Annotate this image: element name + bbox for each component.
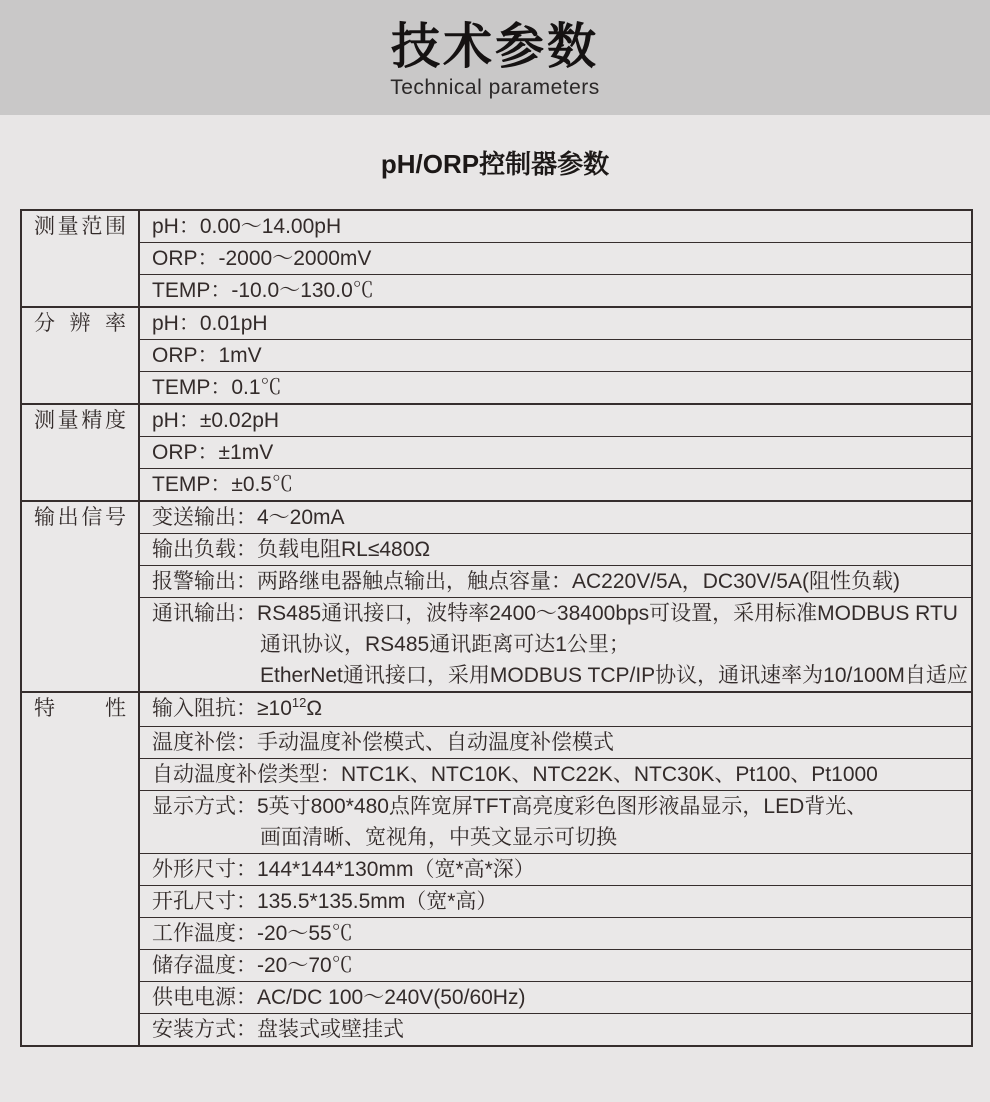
- spec-cell: [140, 371, 971, 403]
- spec-line: TEMP：-10.0～130.0℃: [152, 279, 374, 302]
- table-group-features: [22, 691, 971, 1045]
- spec-line: 显示方式：5英寸800*480点阵宽屏TFT高亮度彩色图形液晶显示，LED背光、: [152, 795, 868, 818]
- row-header-label: 测量范围: [34, 215, 126, 238]
- spec-line: 外形尺寸：144*144*130mm（宽*高*深）: [152, 858, 535, 881]
- spec-line: 温度补偿：手动温度补偿模式、自动温度补偿模式: [152, 731, 614, 754]
- spec-line: 通讯输出：RS485通讯接口，波特率2400～38400bps可设置，采用标准MODBUS RTU: [152, 602, 958, 625]
- group-items: [140, 308, 971, 403]
- page-title: 技术参数: [390, 19, 599, 74]
- row-header: [22, 308, 140, 403]
- spec-line-continued: 画面清晰、宽视角，中英文显示可切换: [260, 826, 617, 849]
- spec-line: pH：0.01pH: [152, 312, 268, 335]
- row-header: [22, 405, 140, 500]
- spec-cell: [140, 726, 971, 758]
- spec-cell: [140, 693, 971, 726]
- spec-cell: [140, 436, 971, 468]
- spec-line: pH：±0.02pH: [152, 409, 280, 432]
- row-header: [22, 211, 140, 306]
- row-header-label: 测量精度: [34, 409, 126, 432]
- group-items: [140, 502, 971, 691]
- header-band: [0, 0, 990, 115]
- spec-table: [20, 209, 973, 1047]
- spec-cell: [140, 274, 971, 306]
- spec-cell: [140, 917, 971, 949]
- spec-line-continued: EtherNet通讯接口，采用MODBUS TCP/IP协议，通讯速率为10/100M自适应: [260, 664, 968, 687]
- table-group-resolution: [22, 306, 971, 403]
- spec-cell: [140, 949, 971, 981]
- spec-line: pH：0.00～14.00pH: [152, 215, 342, 238]
- row-header: [22, 693, 140, 1045]
- spec-line: 自动温度补偿类型：NTC1K、NTC10K、NTC22K、NTC30K、Pt100、Pt1000: [152, 763, 878, 786]
- spec-line-input-impedance: [152, 693, 961, 726]
- group-items: [140, 693, 971, 1045]
- table-group-accuracy: [22, 403, 971, 500]
- spec-line: 安装方式：盘装式或壁挂式: [152, 1018, 404, 1041]
- spec-line: 报警输出：两路继电器触点输出，触点容量：AC220V/5A，DC30V/5A(阻性负载): [152, 570, 900, 593]
- spec-cell: [140, 242, 971, 274]
- spec-cell: [140, 533, 971, 565]
- spec-line: 供电电源：AC/DC 100～240V(50/60Hz): [152, 986, 526, 1009]
- table-group-measuring-range: [22, 211, 971, 306]
- impedance-base: 输入阻抗：≥10: [152, 697, 292, 720]
- spec-cell: [140, 339, 971, 371]
- spec-line: ORP：±1mV: [152, 441, 274, 464]
- row-header-label: 输出信号: [34, 506, 126, 529]
- row-header-label: 分 辨 率: [34, 312, 126, 335]
- spec-line: TEMP：0.1℃: [152, 376, 282, 399]
- impedance-exponent: 12: [291, 695, 307, 710]
- spec-cell: [140, 758, 971, 790]
- spec-cell: [140, 308, 971, 339]
- spec-cell: [140, 502, 971, 533]
- row-header: [22, 502, 140, 691]
- spec-cell: [140, 853, 971, 885]
- spec-cell: [140, 211, 971, 242]
- table-group-output-signal: [22, 500, 971, 691]
- spec-cell: [140, 565, 971, 597]
- spec-line: 工作温度：-20～55℃: [152, 922, 353, 945]
- group-items: [140, 211, 971, 306]
- spec-cell: [140, 790, 971, 853]
- spec-line: 变送输出：4～20mA: [152, 506, 345, 529]
- section-title: pH/ORP控制器参数: [380, 149, 610, 179]
- spec-line: 储存温度：-20～70℃: [152, 954, 353, 977]
- page-subtitle-en: Technical parameters: [390, 76, 600, 100]
- row-header-label: 特 性: [34, 697, 126, 720]
- spec-line: ORP：-2000～2000mV: [152, 247, 372, 270]
- spec-cell: [140, 597, 971, 691]
- impedance-unit: Ω: [306, 697, 323, 720]
- spec-cell: [140, 405, 971, 436]
- spec-line: 开孔尺寸：135.5*135.5mm（宽*高）: [152, 890, 498, 913]
- spec-line: TEMP：±0.5℃: [152, 473, 294, 496]
- spec-cell: [140, 885, 971, 917]
- spec-line-continued: 通讯协议，RS485通讯距离可达1公里；: [260, 633, 630, 656]
- group-items: [140, 405, 971, 500]
- spec-cell: [140, 468, 971, 500]
- spec-cell: [140, 1013, 971, 1045]
- spec-line: ORP：1mV: [152, 344, 262, 367]
- spec-cell: [140, 981, 971, 1013]
- spec-line: 输出负载：负载电阻RL≤480Ω: [152, 538, 431, 561]
